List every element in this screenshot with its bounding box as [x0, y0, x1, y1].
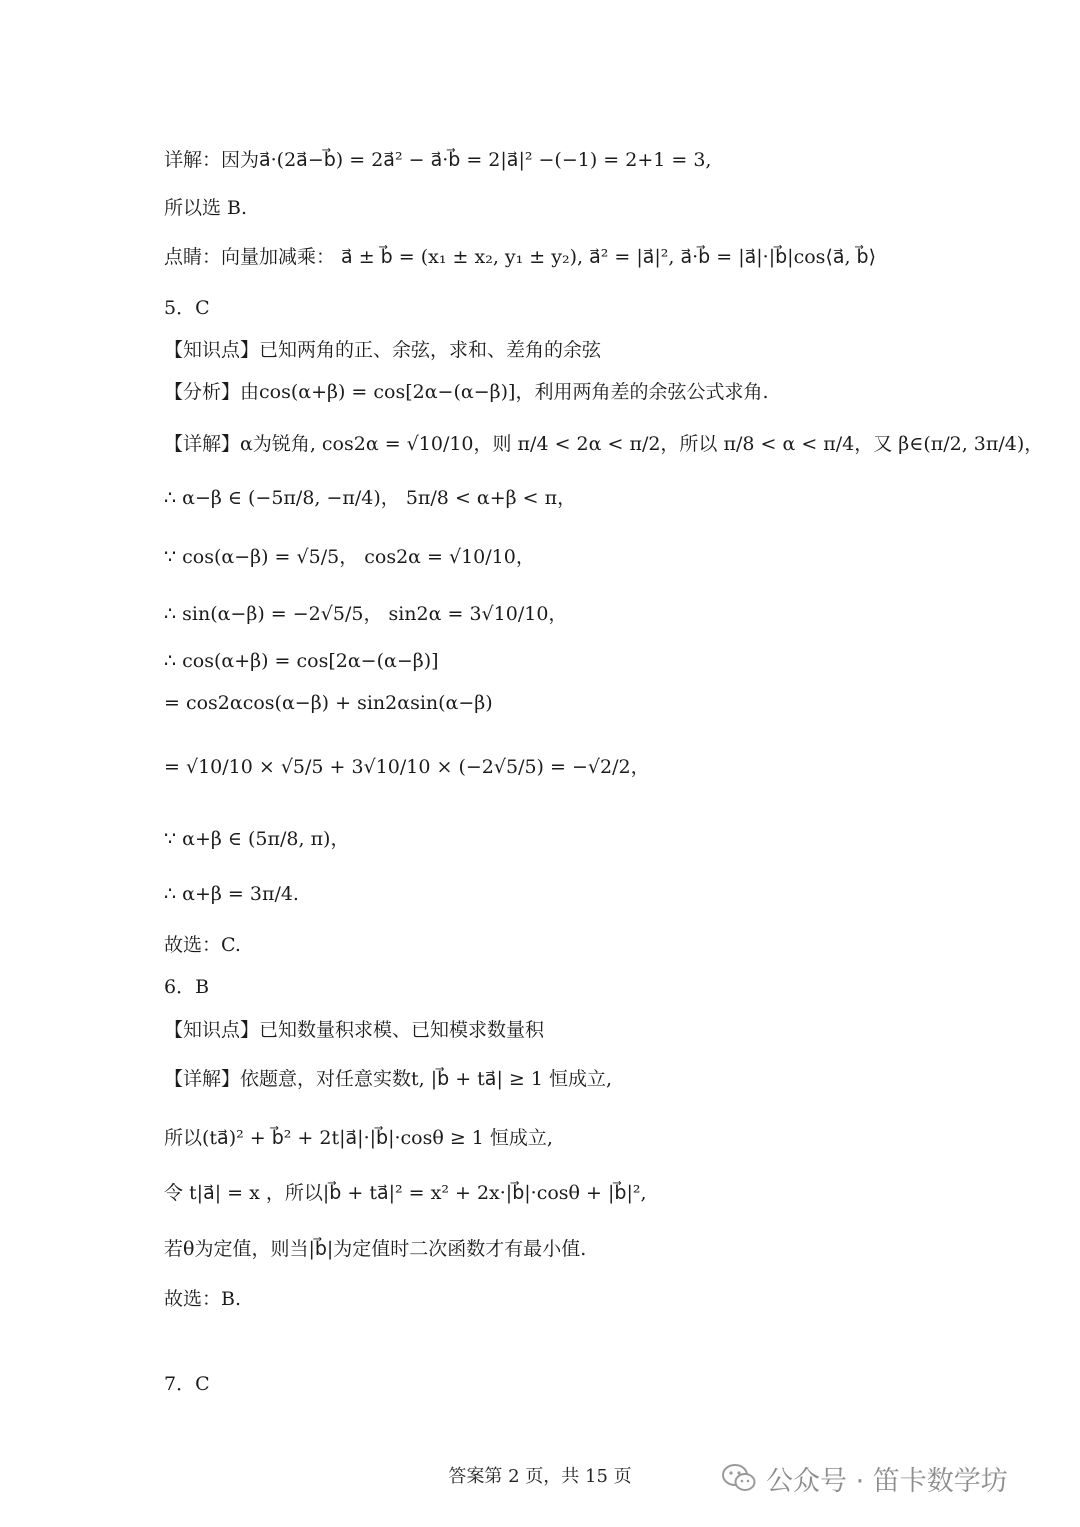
- solution-line: = √10/10 × √5/5 + 3√10/10 × (−2√5/5) = −√2/2，: [164, 756, 650, 778]
- solution-line: ∴ cos(α+β) = cos[2α−(α−β)]: [164, 650, 439, 672]
- question-number: 5．C: [164, 297, 210, 319]
- solution-line: 【详解】依题意，对任意实数t, |b⃗ + ta⃗| ≥ 1 恒成立,: [164, 1068, 613, 1090]
- analysis: 【分析】由cos(α+β) = cos[2α−(α−β)]，利用两角差的余弦公式求角.: [164, 381, 769, 403]
- question-number: 7．C: [164, 1373, 210, 1395]
- solution-line: 【详解】α为锐角, cos2α = √10/10，则 π/4 < 2α < π/2，所以 π/8 < α < π/4，又 β∈(π/2, 3π/4)，: [164, 433, 1044, 455]
- watermark-text: 公众号 · 笛卡数学坊: [766, 1465, 1008, 1497]
- page-footer: 答案第 2 页，共 15 页: [448, 1466, 632, 1487]
- answer-choice: 故选：B.: [164, 1288, 242, 1310]
- solution-line: = cos2αcos(α−β) + sin2αsin(α−β): [164, 692, 493, 714]
- watermark: [722, 1458, 1008, 1498]
- solution-line: ∵ cos(α−β) = √5/5， cos2α = √10/10，: [164, 546, 535, 568]
- solution-line: 所以(ta⃗)² + b⃗² + 2t|a⃗|·|b⃗|·cosθ ≥ 1 恒成立,: [164, 1127, 553, 1149]
- solution-line: 若θ为定值，则当|b⃗|为定值时二次函数才有最小值.: [164, 1238, 587, 1260]
- text-line: 所以选 B.: [164, 197, 248, 219]
- solution-line: ∵ α+β ∈ (5π/8, π)，: [164, 828, 350, 850]
- knowledge-point: 【知识点】已知两角的正、余弦，求和、差角的余弦: [164, 339, 602, 361]
- solution-line: ∴ sin(α−β) = −2√5/5， sin2α = 3√10/10，: [164, 603, 568, 625]
- wechat-icon: [722, 1463, 756, 1493]
- solution-line: ∴ α+β = 3π/4.: [164, 883, 299, 905]
- knowledge-point: 【知识点】已知数量积求模、已知模求数量积: [164, 1019, 545, 1041]
- solution-line: 令 t|a⃗| = x ，所以|b⃗ + ta⃗|² = x² + 2x·|b⃗|·cosθ + |b⃗|²,: [164, 1182, 647, 1204]
- answer-choice: 故选：C.: [164, 934, 241, 956]
- question-number: 6．B: [164, 976, 210, 998]
- solution-line: ∴ α−β ∈ (−5π/8, −π/4)， 5π/8 < α+β < π，: [164, 487, 577, 509]
- text-line: 详解：因为a⃗·(2a⃗−b⃗) = 2a⃗² − a⃗·b⃗ = 2|a⃗|² −(−1) = 2+1 = 3,: [164, 149, 712, 171]
- text-line: 点睛：向量加减乘： a⃗ ± b⃗ = (x₁ ± x₂, y₁ ± y₂), a⃗² = |a⃗|², a⃗·b⃗ = |a⃗|·|b⃗|cos⟨a⃗, b⃗⟩: [164, 246, 877, 268]
